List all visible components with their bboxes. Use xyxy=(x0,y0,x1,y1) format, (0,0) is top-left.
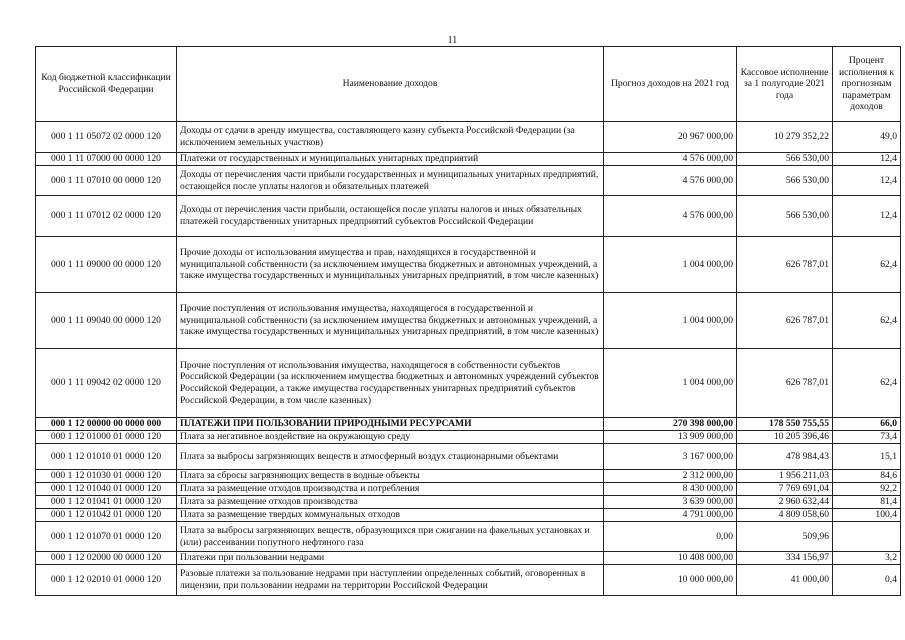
cell-forecast: 20 967 000,00 xyxy=(604,122,737,153)
cell-executed: 566 530,00 xyxy=(737,153,833,166)
cell-forecast: 13 909 000,00 xyxy=(604,431,737,444)
budget-revenue-table xyxy=(35,46,901,596)
cell-name: Плата за размещение отходов производства xyxy=(177,496,604,509)
cell-code: 000 1 11 07000 00 0000 120 xyxy=(36,153,177,166)
cell-executed: 509,96 xyxy=(737,522,833,552)
cell-code: 000 1 12 02010 01 0000 120 xyxy=(36,565,177,596)
table-row xyxy=(36,431,901,444)
cell-executed: 478 984,43 xyxy=(737,444,833,470)
cell-executed: 626 787,01 xyxy=(737,237,833,293)
table-row xyxy=(36,418,901,431)
cell-code: 000 1 11 09042 02 0000 120 xyxy=(36,349,177,418)
cell-percent: 62,4 xyxy=(833,237,901,293)
cell-code: 000 1 11 09040 00 0000 120 xyxy=(36,293,177,349)
cell-executed: 10 205 396,46 xyxy=(737,431,833,444)
table-row xyxy=(36,470,901,483)
cell-executed: 178 550 755,55 xyxy=(737,418,833,431)
cell-name: Доходы от перечисления части прибыли государственных и муниципальных унитарных предприятий, остающейся после уплаты налогов и обязательных платежей xyxy=(177,166,604,196)
cell-name: Разовые платежи за пользование недрами при наступлении определенных событий, оговоренных в лицензии, при пользовании недрами на территории Российской Федерации xyxy=(177,565,604,596)
cell-name: Прочие поступления от использования имущества, находящегося в собственности субъектов Российской Федерации (за исключением имущества бюджетных и автономных учреждений субъектов Российской Федерации, а также имущества государственных унитарных предприятий субъектов Российской Федерации, в том числе казенных) xyxy=(177,349,604,418)
header-code: Код бюджетной классификации Российской Федерации xyxy=(36,47,177,122)
table-row xyxy=(36,153,901,166)
page-number: 11 xyxy=(447,35,458,46)
cell-name: Платежи при пользовании недрами xyxy=(177,552,604,565)
table-row xyxy=(36,483,901,496)
cell-code: 000 1 11 09000 00 0000 120 xyxy=(36,237,177,293)
cell-percent: 49,0 xyxy=(833,122,901,153)
cell-executed: 334 156,97 xyxy=(737,552,833,565)
cell-code: 000 1 12 01010 01 0000 120 xyxy=(36,444,177,470)
table-body xyxy=(36,122,901,596)
cell-percent: 84,6 xyxy=(833,470,901,483)
cell-executed: 4 809 058,60 xyxy=(737,509,833,522)
table-row xyxy=(36,293,901,349)
cell-forecast: 4 791 000,00 xyxy=(604,509,737,522)
cell-percent xyxy=(833,522,901,552)
cell-code: 000 1 12 01041 01 0000 120 xyxy=(36,496,177,509)
cell-forecast: 2 312 000,00 xyxy=(604,470,737,483)
cell-name: Прочие поступления от использования имущества, находящегося в государственной и муниципальной собственности (за исключением имущества бюджетных и автономных учреждений, а также имущества государственных и муниципальных унитарных предприятий, в том числе казенных) xyxy=(177,293,604,349)
table-row xyxy=(36,122,901,153)
cell-name: Плата за сбросы загрязняющих веществ в водные объекты xyxy=(177,470,604,483)
cell-executed: 626 787,01 xyxy=(737,293,833,349)
table-header-row xyxy=(36,47,901,122)
cell-percent: 92,2 xyxy=(833,483,901,496)
cell-code: 000 1 12 02000 00 0000 120 xyxy=(36,552,177,565)
cell-code: 000 1 12 01030 01 0000 120 xyxy=(36,470,177,483)
cell-code: 000 1 11 05072 02 0000 120 xyxy=(36,122,177,153)
header-executed: Кассовое исполнение за 1 полугодие 2021 года xyxy=(737,47,833,122)
cell-percent: 62,4 xyxy=(833,293,901,349)
table-row xyxy=(36,196,901,237)
cell-forecast: 1 004 000,00 xyxy=(604,293,737,349)
cell-forecast: 8 430 000,00 xyxy=(604,483,737,496)
cell-forecast: 270 398 000,00 xyxy=(604,418,737,431)
cell-name: Доходы от перечисления части прибыли, остающейся после уплаты налогов и иных обязательных платежей государственных унитарных предприятий субъектов Российской Федерации xyxy=(177,196,604,237)
cell-executed: 566 530,00 xyxy=(737,196,833,237)
header-name: Наименование доходов xyxy=(177,47,604,122)
cell-code: 000 1 12 01000 01 0000 120 xyxy=(36,431,177,444)
table-row xyxy=(36,552,901,565)
cell-code: 000 1 12 01040 01 0000 120 xyxy=(36,483,177,496)
cell-percent: 12,4 xyxy=(833,196,901,237)
cell-executed: 41 000,00 xyxy=(737,565,833,596)
cell-name: Плата за негативное воздействие на окружающую среду xyxy=(177,431,604,444)
cell-percent: 3,2 xyxy=(833,552,901,565)
cell-forecast: 10 000 000,00 xyxy=(604,565,737,596)
cell-name: ПЛАТЕЖИ ПРИ ПОЛЬЗОВАНИИ ПРИРОДНЫМИ РЕСУРСАМИ xyxy=(177,418,604,431)
cell-forecast: 3 167 000,00 xyxy=(604,444,737,470)
cell-executed: 1 956 211,03 xyxy=(737,470,833,483)
table-row xyxy=(36,522,901,552)
cell-forecast: 1 004 000,00 xyxy=(604,237,737,293)
cell-forecast: 0,00 xyxy=(604,522,737,552)
cell-percent: 15,1 xyxy=(833,444,901,470)
table-row xyxy=(36,349,901,418)
cell-forecast: 4 576 000,00 xyxy=(604,153,737,166)
cell-percent: 100,4 xyxy=(833,509,901,522)
cell-code: 000 1 12 01042 01 0000 120 xyxy=(36,509,177,522)
cell-code: 000 1 12 01070 01 0000 120 xyxy=(36,522,177,552)
table-row xyxy=(36,496,901,509)
cell-name: Плата за размещение твердых коммунальных отходов xyxy=(177,509,604,522)
cell-forecast: 4 576 000,00 xyxy=(604,196,737,237)
cell-executed: 2 960 632,44 xyxy=(737,496,833,509)
header-forecast: Прогноз доходов на 2021 год xyxy=(604,47,737,122)
cell-code: 000 1 12 00000 00 0000 000 xyxy=(36,418,177,431)
cell-forecast: 3 639 000,00 xyxy=(604,496,737,509)
cell-executed: 566 530,00 xyxy=(737,166,833,196)
cell-percent: 66,0 xyxy=(833,418,901,431)
cell-name: Плата за размещение отходов производства и потребления xyxy=(177,483,604,496)
table-row xyxy=(36,444,901,470)
cell-executed: 7 769 691,04 xyxy=(737,483,833,496)
cell-forecast: 10 408 000,00 xyxy=(604,552,737,565)
cell-name: Плата за выбросы загрязняющих веществ в атмосферный воздух стационарными объектами xyxy=(177,444,604,470)
table-row xyxy=(36,237,901,293)
cell-code: 000 1 11 07012 02 0000 120 xyxy=(36,196,177,237)
cell-percent: 12,4 xyxy=(833,166,901,196)
table-row xyxy=(36,565,901,596)
cell-percent: 12,4 xyxy=(833,153,901,166)
cell-executed: 626 787,01 xyxy=(737,349,833,418)
cell-percent: 73,4 xyxy=(833,431,901,444)
table-row xyxy=(36,166,901,196)
cell-percent: 81,4 xyxy=(833,496,901,509)
cell-name: Доходы от сдачи в аренду имущества, составляющего казну субъекта Российской Федерации (за исключением земельных участков) xyxy=(177,122,604,153)
cell-name: Прочие доходы от использования имущества и прав, находящихся в государственной и муниципальной собственности (за исключением имущества бюджетных и автономных учреждений, а также имущества государственных и муниципальных унитарных предприятий, в том числе казенных) xyxy=(177,237,604,293)
cell-percent: 0,4 xyxy=(833,565,901,596)
cell-forecast: 4 576 000,00 xyxy=(604,166,737,196)
header-percent: Процент исполнения к прогнозным параметрам доходов xyxy=(833,47,901,122)
cell-forecast: 1 004 000,00 xyxy=(604,349,737,418)
cell-executed: 10 279 352,22 xyxy=(737,122,833,153)
table-row xyxy=(36,509,901,522)
cell-percent: 62,4 xyxy=(833,349,901,418)
cell-code: 000 1 11 07010 00 0000 120 xyxy=(36,166,177,196)
cell-name: Платежи от государственных и муниципальных унитарных предприятий xyxy=(177,153,604,166)
cell-name: Плата за выбросы загрязняющих веществ, образующихся при сжигании на факельных установках и (или) рассеивании попутного нефтяного газа xyxy=(177,522,604,552)
